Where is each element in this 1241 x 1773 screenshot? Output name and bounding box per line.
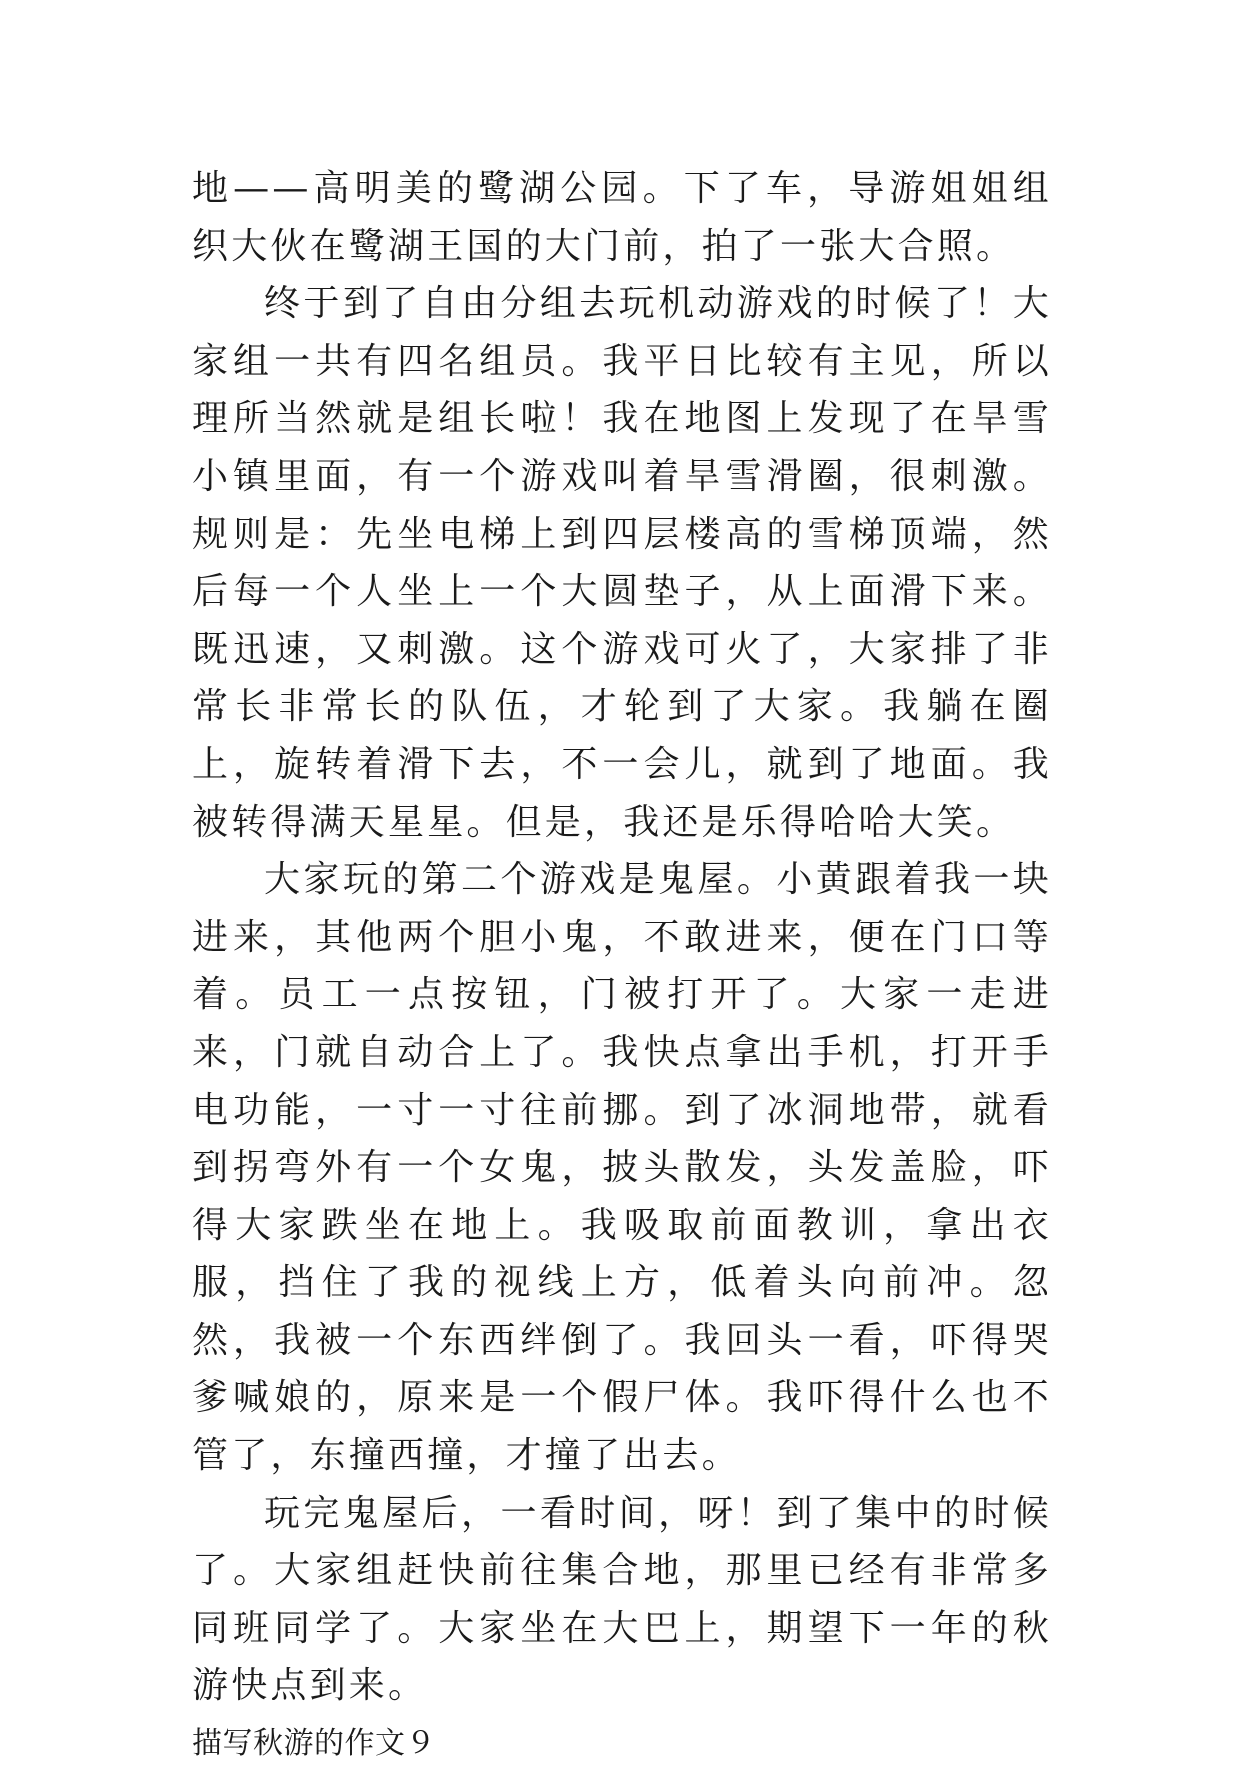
paragraph-3: 大家玩的第二个游戏是鬼屋。小黄跟着我一块进来，其他两个胆小鬼，不敢进来，便在门口等着。员工一点按钮，门被打开了。大家一走进来，门就自动合上了。我快点拿出手机，打开手电功能，一寸一寸往前挪。到了冰洞地带，就看到拐弯外有一个女鬼，披头散发，头发盖脸，吓得大家跌坐在地上。我吸取前面教训，拿出衣服，挡住了我的视线上方，低着头向前冲。忽然，我被一个东西绊倒了。我回头一看，吓得哭爹喊娘的，原来是一个假尸体。我吓得什么也不管了，东撞西撞，才撞了出去。 [192,859,1052,1477]
paragraph-2: 终于到了自由分组去玩机动游戏的时候了！大家组一共有四名组员。我平日比较有主见，所以理所当然就是组长啦！我在地图上发现了在旱雪小镇里面，有一个游戏叫着旱雪滑圈，很刺激。规则是：先坐电梯上到四层楼高的雪梯顶端，然后每一个人坐上一个大圆垫子，从上面滑下来。既迅速，又刺激。这个游戏可火了，大家排了非常长非常长的队伍，才轮到了大家。我躺在圈上，旋转着滑下去，不一会儿，就到了地面。我被转得满天星星。但是，我还是乐得哈哈大笑。 [192,283,1052,843]
paragraph-4: 玩完鬼屋后，一看时间，呀！到了集中的时候了。大家组赶快前往集合地，那里已经有非常多同班同学了。大家坐在大巴上，期望下一年的秋游快点到来。 [192,1492,1052,1707]
document-page [192,160,1052,1773]
section-heading: 描写秋游的作文９ [192,1726,436,1762]
paragraph-1: 地——高明美的鹭湖公园。下了车，导游姐姐组织大伙在鹭湖王国的大门前，拍了一张大合照。 [192,168,1052,267]
